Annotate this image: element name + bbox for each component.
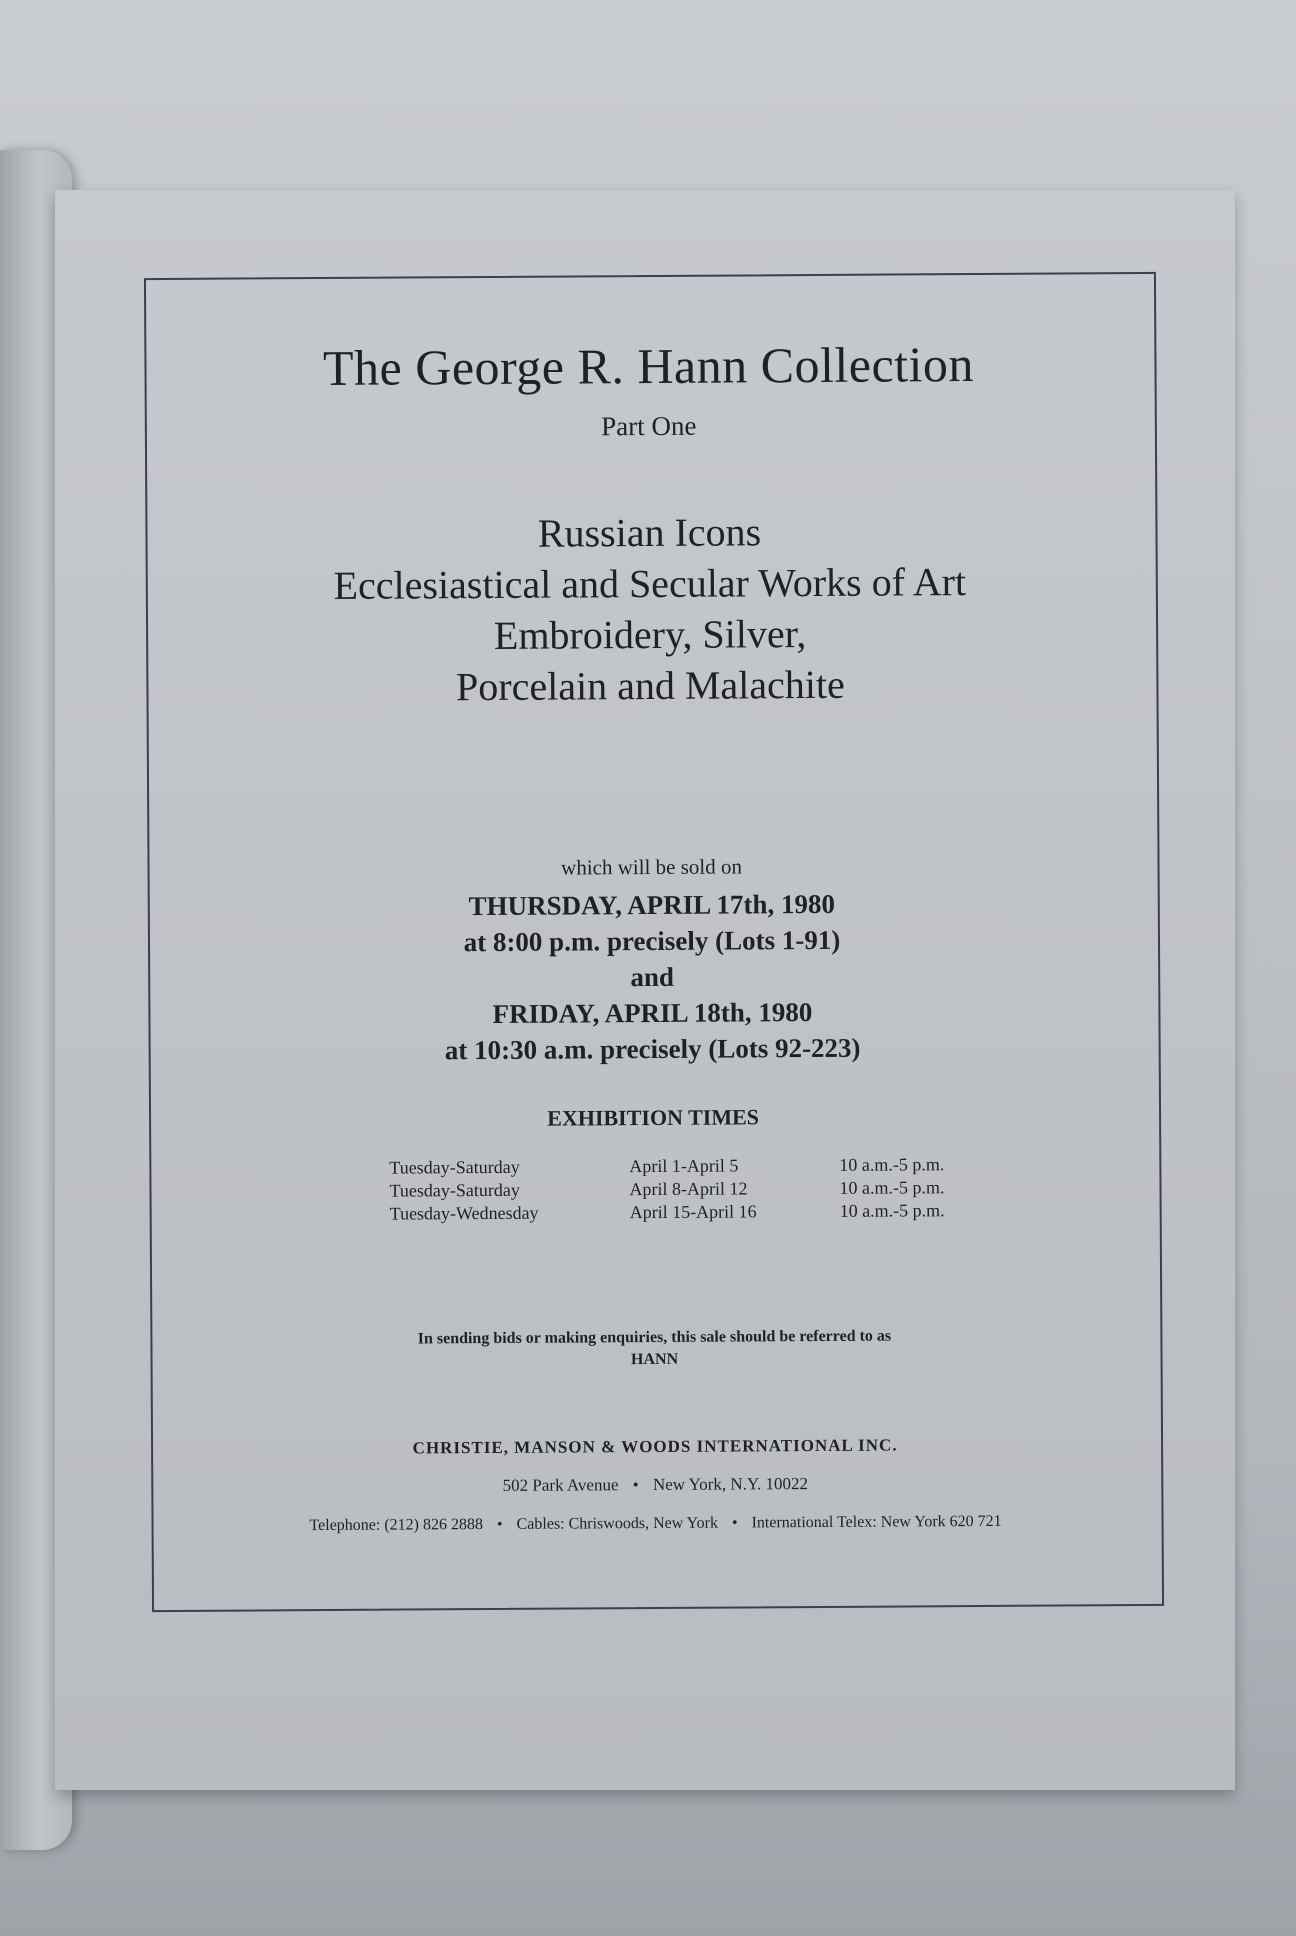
collection-part: Part One — [601, 410, 697, 442]
schedule-dates: April 8-April 12 — [629, 1178, 748, 1200]
bullet-separator: • — [731, 1514, 738, 1532]
sale-line: at 8:00 p.m. precisely (Lots 1-91) — [463, 924, 841, 958]
schedule-row — [390, 1199, 970, 1226]
sale-line: and — [630, 961, 675, 993]
bids-note — [150, 1324, 1158, 1374]
sale-code: HANN — [630, 1350, 679, 1369]
cables: Cables: Chriswoods, New York — [516, 1514, 718, 1533]
sale-line: at 10:30 a.m. precisely (Lots 92-223) — [444, 1032, 861, 1066]
city-address: New York, N.Y. 10022 — [652, 1474, 809, 1495]
schedule-dates: April 1-April 5 — [629, 1155, 739, 1177]
schedule-hours: 10 a.m.-5 p.m. — [839, 1154, 945, 1175]
street-address: 502 Park Avenue — [502, 1475, 619, 1495]
schedule-days: Tuesday-Saturday — [389, 1156, 520, 1178]
bullet-separator: • — [632, 1475, 639, 1495]
schedule-days: Tuesday-Saturday — [389, 1179, 520, 1201]
category-line: Russian Icons — [537, 509, 762, 556]
schedule-dates: April 15-April 16 — [629, 1201, 757, 1223]
schedule-hours: 10 a.m.-5 p.m. — [839, 1200, 945, 1221]
category-line: Porcelain and Malachite — [455, 661, 845, 710]
telex: International Telex: New York 620 721 — [751, 1512, 1002, 1532]
category-line: Ecclesiastical and Secular Works of Art — [333, 559, 967, 608]
company-contact — [152, 1512, 1160, 1536]
company-address — [151, 1472, 1159, 1498]
schedule-days: Tuesday-Wednesday — [389, 1202, 539, 1224]
telephone: Telephone: (212) 826 2888 — [309, 1516, 484, 1535]
sale-intro: which will be sold on — [561, 854, 743, 880]
bullet-separator: • — [496, 1515, 503, 1533]
company-name: CHRISTIE, MANSON & WOODS INTERNATIONAL INC. — [412, 1435, 898, 1458]
category-list — [145, 504, 1154, 714]
exhibition-heading: EXHIBITION TIMES — [547, 1104, 760, 1131]
category-line: Embroidery, Silver, — [493, 611, 807, 658]
schedule-hours: 10 a.m.-5 p.m. — [839, 1177, 945, 1198]
sale-line: FRIDAY, APRIL 18th, 1980 — [492, 997, 813, 1029]
bids-note-text: In sending bids or making enquiries, this sale should be referred to as — [417, 1327, 892, 1348]
exhibition-schedule — [389, 1153, 969, 1226]
title-page-content — [144, 272, 1160, 1608]
sale-line: THURSDAY, APRIL 17th, 1980 — [468, 888, 836, 922]
collection-title: The George R. Hann Collection — [322, 336, 975, 396]
sale-dates — [148, 884, 1157, 1070]
